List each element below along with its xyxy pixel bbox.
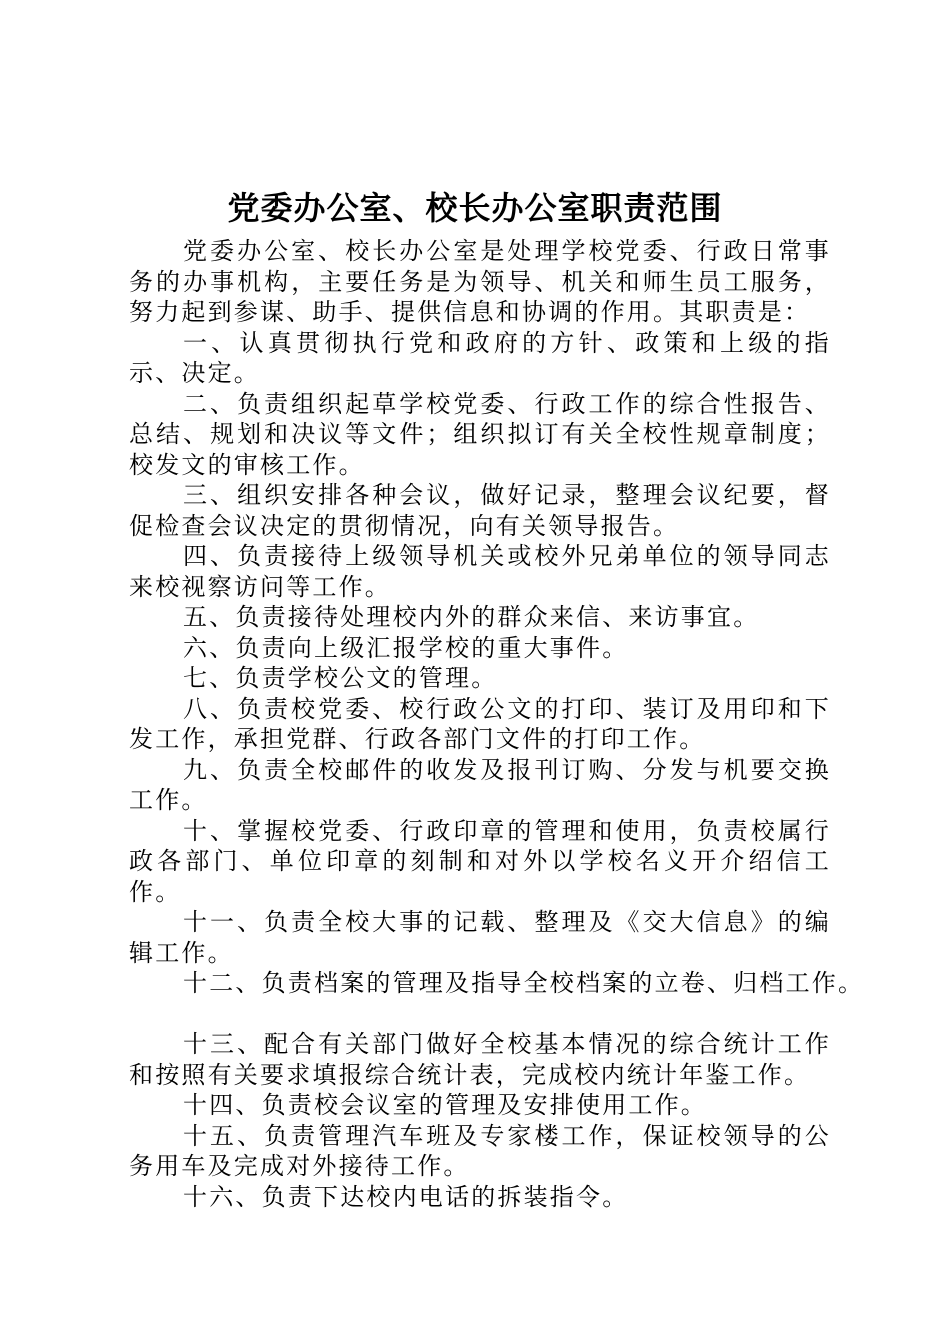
paragraph-item-11: 十一、负责全校大事的记载、整理及《交大信息》的编辑工作。 [129,908,831,967]
paragraph-item-8: 八、负责校党委、校行政公文的打印、装订及用印和下发工作，承担党群、行政各部门文件的打印工作。 [129,694,831,753]
paragraph-item-5: 五、负责接待处理校内外的群众来信、来访事宜。 [183,603,760,631]
paragraph-item-1: 一、认真贯彻执行党和政府的方针、政策和上级的指示、决定。 [129,328,831,387]
paragraph-item-4: 四、负责接待上级领导机关或校外兄弟单位的领导同志来校视察访问等工作。 [129,542,831,601]
paragraph-item-9: 九、负责全校邮件的收发及报刊订购、分发与机要交换工作。 [129,755,831,814]
paragraph-item-2: 二、负责组织起草学校党委、行政工作的综合性报告、总结、规划和决议等文件；组织拟订有关全校性规章制度；校发文的审核工作。 [129,389,831,479]
paragraph-item-7: 七、负责学校公文的管理。 [183,664,498,692]
document-body [129,236,865,1212]
paragraph-item-3: 三、组织安排各种会议，做好记录，整理会议纪要，督促检查会议决定的贯彻情况，向有关领导报告。 [129,481,831,540]
paragraph-intro: 党委办公室、校长办公室是处理学校党委、行政日常事务的办事机构，主要任务是为领导、机关和师生员工服务，努力起到参谋、助手、提供信息和协调的作用。其职责是： [129,237,831,326]
paragraph-item-15: 十五、负责管理汽车班及专家楼工作，保证校领导的公务用车及完成对外接待工作。 [129,1121,831,1180]
blank-line [129,999,831,1030]
paragraph-item-16: 十六、负责下达校内电话的拆装指令。 [183,1182,629,1211]
paragraph-item-14: 十四、负责校会议室的管理及安排使用工作。 [183,1091,707,1119]
paragraph-item-12: 十二、负责档案的管理及指导全校档案的立卷、归档工作。 [183,969,865,997]
paragraph-item-10: 十、掌握校党委、行政印章的管理和使用，负责校属行政各部门、单位印章的刻制和对外以学校名义开介绍信工作。 [129,816,831,906]
paragraph-item-13: 十三、配合有关部门做好全校基本情况的综合统计工作和按照有关要求填报综合统计表，完成校内统计年鉴工作。 [129,1030,831,1089]
paragraph-item-6: 六、负责向上级汇报学校的重大事件。 [183,633,629,662]
document-title: 党委办公室、校长办公室职责范围 [227,189,723,227]
